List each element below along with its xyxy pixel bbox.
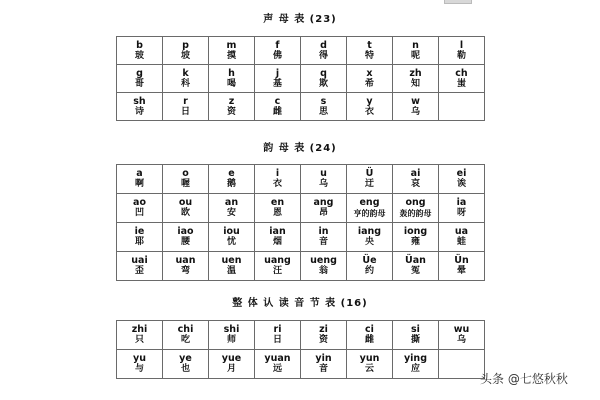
table-cell: [393, 194, 439, 223]
pinyin-label: zhi: [131, 324, 148, 335]
table-cell: [117, 194, 163, 223]
pinyin-label: chi: [177, 324, 194, 335]
table-cell: [163, 252, 209, 281]
hanzi-label: 吃: [180, 335, 190, 345]
pinyin-label: wu: [453, 324, 470, 335]
initials-table: [116, 36, 485, 121]
pinyin-label: w: [411, 95, 420, 107]
hanzi-label: 喝: [226, 78, 236, 89]
hanzi-label: 音: [318, 237, 328, 247]
pinyin-label: uen: [221, 255, 242, 266]
table-cell: [301, 37, 347, 65]
table-cell: [301, 321, 347, 350]
watermark-text: 头条 @七悠秋秋: [480, 372, 568, 386]
pinyin-label: j: [275, 67, 280, 79]
pinyin-label: iang: [357, 226, 382, 237]
pinyin-label: ye: [179, 353, 192, 364]
table-cell: [209, 252, 255, 281]
table-cell: [393, 65, 439, 93]
pinyin-label: ch: [455, 67, 468, 79]
pinyin-label: z: [228, 95, 235, 107]
hanzi-label: 特: [364, 50, 374, 61]
hanzi-label: 音: [318, 364, 328, 374]
hanzi-label: 安: [226, 208, 236, 218]
table-row: [117, 321, 485, 350]
pinyin-label: t: [367, 39, 372, 51]
table-cell: [393, 165, 439, 194]
pinyin-label: Üe: [362, 255, 377, 266]
pinyin-label: iao: [177, 226, 194, 237]
table-cell: [117, 37, 163, 65]
table-cell: [393, 223, 439, 252]
table-cell: [439, 194, 485, 223]
pinyin-label: ueng: [310, 255, 337, 266]
pinyin-label: p: [182, 39, 189, 51]
hanzi-label: 知: [410, 78, 420, 89]
table-cell: [439, 252, 485, 281]
pinyin-label: f: [275, 39, 280, 51]
initials-title: 声 母 表 (23): [263, 14, 337, 25]
pinyin-label: ao: [133, 197, 146, 208]
pinyin-label: ong: [405, 197, 426, 208]
hanzi-label: 玻: [134, 50, 144, 61]
pinyin-label: ying: [403, 353, 427, 364]
pinyin-label: yu: [133, 353, 146, 364]
pinyin-label: ian: [269, 226, 286, 237]
table-cell: [255, 65, 301, 93]
table-cell: [301, 252, 347, 281]
hanzi-label: 衣: [272, 179, 282, 189]
table-cell: [209, 350, 255, 379]
hanzi-label: 呢: [410, 50, 420, 61]
pinyin-label: yue: [221, 353, 242, 364]
hanzi-label: 弯: [180, 266, 190, 276]
hanzi-label: 央: [364, 237, 374, 247]
pinyin-label: shi: [223, 324, 240, 335]
top-scroll-indicator: [444, 0, 472, 4]
hanzi-label: 凹: [134, 208, 144, 218]
table-row: [117, 165, 485, 194]
table-cell: [209, 321, 255, 350]
hanzi-label: 诶: [456, 179, 466, 189]
table-cell: [117, 165, 163, 194]
table-cell: [439, 93, 485, 121]
pinyin-label: ang: [313, 197, 334, 208]
table-cell: [163, 65, 209, 93]
pinyin-label: c: [274, 95, 281, 107]
table-cell: [163, 350, 209, 379]
table-cell: [439, 165, 485, 194]
pinyin-label: zh: [409, 67, 422, 79]
table-row: [117, 37, 485, 65]
table-cell: [347, 194, 393, 223]
table-cell: [301, 194, 347, 223]
hanzi-label: 月: [226, 364, 236, 374]
hanzi-label: 蛙: [456, 237, 466, 247]
hanzi-label: 坡: [180, 50, 190, 61]
table-cell: [209, 37, 255, 65]
whole-syllables-title: 整 体 认 读 音 节 表 (16): [232, 298, 368, 309]
table-cell: [163, 321, 209, 350]
table-cell: [117, 252, 163, 281]
table-cell: [347, 223, 393, 252]
table-cell: [163, 37, 209, 65]
hanzi-label: 与: [134, 364, 144, 374]
pinyin-label: uang: [264, 255, 291, 266]
hanzi-label: 师: [226, 335, 236, 345]
table-row: [117, 223, 485, 252]
table-cell: [163, 93, 209, 121]
table-cell: [301, 223, 347, 252]
table-cell: [301, 165, 347, 194]
hanzi-label: 撕: [410, 335, 420, 345]
table-row: [117, 350, 485, 379]
table-cell: [255, 93, 301, 121]
hanzi-label: 希: [364, 78, 374, 89]
hanzi-label: 雌: [272, 106, 282, 117]
hanzi-label: 腰: [180, 237, 190, 247]
table-cell: [393, 252, 439, 281]
table-cell: [393, 350, 439, 379]
pinyin-label: uai: [131, 255, 148, 266]
hanzi-label: 远: [272, 364, 282, 374]
table-cell: [209, 65, 255, 93]
pinyin-label: zi: [319, 324, 328, 335]
pinyin-label: Ün: [454, 255, 469, 266]
hanzi-label: 摸: [226, 50, 236, 61]
hanzi-label: 资: [226, 106, 236, 117]
pinyin-label: u: [320, 168, 327, 179]
pinyin-label: h: [228, 67, 235, 79]
hanzi-label: 诗: [134, 106, 144, 117]
pinyin-label: ie: [134, 226, 145, 237]
pinyin-label: x: [366, 67, 373, 79]
pinyin-label: ei: [456, 168, 467, 179]
table-cell: [209, 165, 255, 194]
table-cell: [163, 165, 209, 194]
hanzi-label: 烟: [272, 237, 282, 247]
table-cell: [439, 223, 485, 252]
pinyin-label: si: [411, 324, 420, 335]
table-cell: [255, 223, 301, 252]
pinyin-label: yun: [359, 353, 380, 364]
hanzi-label: 云: [364, 364, 374, 374]
hanzi-label: 雍: [410, 237, 420, 247]
hanzi-label: 乌: [410, 106, 420, 117]
table-cell: [393, 321, 439, 350]
pinyin-label: en: [270, 197, 285, 208]
table-cell: [347, 37, 393, 65]
table-row: [117, 252, 485, 281]
table-cell: [347, 93, 393, 121]
hanzi-label: 日: [272, 335, 282, 345]
table-row: [117, 93, 485, 121]
pinyin-label: iong: [403, 226, 428, 237]
table-cell: [347, 252, 393, 281]
hanzi-label: 哥: [134, 78, 144, 89]
pinyin-label: m: [226, 39, 237, 51]
hanzi-label: 冤: [410, 266, 420, 276]
hanzi-label: 只: [134, 335, 144, 345]
pinyin-label: r: [183, 95, 188, 107]
hanzi-label: 得: [318, 50, 328, 61]
hanzi-label: 哀: [410, 179, 420, 189]
pinyin-label: eng: [359, 197, 380, 208]
pinyin-label: an: [224, 197, 239, 208]
hanzi-label: 基: [272, 78, 282, 89]
table-cell: [117, 223, 163, 252]
table-cell: [301, 350, 347, 379]
table-cell: [393, 37, 439, 65]
pinyin-label: d: [320, 39, 327, 51]
hanzi-label: 昂: [318, 208, 328, 218]
pinyin-label: l: [459, 39, 464, 51]
hanzi-label: 衣: [364, 106, 374, 117]
hanzi-label: 汪: [272, 266, 282, 276]
table-cell: [209, 93, 255, 121]
hanzi-label: 蚩: [456, 78, 466, 89]
hanzi-label: 歪: [134, 266, 144, 276]
hanzi-label: 啊: [134, 179, 144, 189]
hanzi-label: 喔: [180, 179, 190, 189]
table-cell: [347, 350, 393, 379]
table-cell: [393, 93, 439, 121]
table-cell: [163, 223, 209, 252]
hanzi-label: 佛: [272, 50, 282, 61]
pinyin-label: ou: [178, 197, 193, 208]
hanzi-label: 约: [364, 266, 374, 276]
table-cell: [255, 194, 301, 223]
hanzi-label: 翁: [318, 266, 328, 276]
pinyin-label: n: [412, 39, 419, 51]
table-cell: [255, 37, 301, 65]
pinyin-label: ri: [273, 324, 282, 335]
pinyin-label: b: [136, 39, 143, 51]
hanzi-label: 欧: [180, 208, 190, 218]
table-row: [117, 194, 485, 223]
hanzi-label: 思: [318, 106, 328, 117]
table-cell: [439, 37, 485, 65]
finals-title: 韵 母 表 (24): [263, 143, 337, 154]
table-cell: [209, 223, 255, 252]
pinyin-label: yuan: [264, 353, 291, 364]
table-cell: [439, 321, 485, 350]
hanzi-label: 日: [180, 106, 190, 117]
pinyin-label: ci: [365, 324, 374, 335]
table-cell: [117, 93, 163, 121]
table-cell: [117, 65, 163, 93]
hanzi-label: 资: [318, 335, 328, 345]
hanzi-label: 忧: [226, 237, 236, 247]
hanzi-label: 鹅: [226, 179, 236, 189]
pinyin-label: k: [182, 67, 189, 79]
pinyin-label: s: [320, 95, 327, 107]
hanzi-label: 耶: [134, 237, 144, 247]
hanzi-label: 迂: [364, 179, 374, 189]
table-row: [117, 65, 485, 93]
pinyin-label: ua: [454, 226, 469, 237]
table-cell: [255, 252, 301, 281]
table-cell: [301, 65, 347, 93]
table-cell: [347, 65, 393, 93]
pinyin-label: ai: [410, 168, 421, 179]
pinyin-label: iou: [223, 226, 240, 237]
pinyin-label: a: [136, 168, 143, 179]
table-cell: [255, 321, 301, 350]
pinyin-label: uan: [175, 255, 196, 266]
finals-table: [116, 164, 485, 281]
table-cell: [117, 350, 163, 379]
table-cell: [163, 194, 209, 223]
whole-syllables-table: [116, 320, 485, 379]
hanzi-label: 亨的韵母: [353, 209, 386, 218]
table-cell: [347, 321, 393, 350]
pinyin-label: o: [182, 168, 189, 179]
pinyin-label: g: [136, 67, 143, 79]
hanzi-label: 轰的韵母: [399, 209, 432, 218]
hanzi-label: 雌: [364, 335, 374, 345]
hanzi-label: 也: [180, 364, 190, 374]
hanzi-label: 应: [410, 364, 420, 374]
table-cell: [439, 350, 485, 379]
pinyin-label: Ü: [365, 168, 374, 179]
hanzi-label: 晕: [456, 266, 466, 276]
table-cell: [439, 65, 485, 93]
hanzi-label: 恩: [272, 208, 282, 218]
pinyin-label: e: [228, 168, 235, 179]
pinyin-label: in: [318, 226, 329, 237]
table-cell: [209, 194, 255, 223]
pinyin-label: q: [320, 67, 327, 79]
hanzi-label: 勒: [456, 50, 466, 61]
pinyin-label: ia: [456, 197, 467, 208]
pinyin-label: sh: [133, 95, 146, 107]
pinyin-label: yin: [315, 353, 332, 364]
table-cell: [301, 93, 347, 121]
hanzi-label: 乌: [318, 179, 328, 189]
hanzi-label: 乌: [456, 335, 466, 345]
table-cell: [255, 350, 301, 379]
table-cell: [255, 165, 301, 194]
hanzi-label: 科: [180, 78, 190, 89]
hanzi-label: 温: [226, 266, 236, 276]
pinyin-label: y: [366, 95, 373, 107]
pinyin-label: i: [275, 168, 280, 179]
table-cell: [347, 165, 393, 194]
hanzi-label: 欺: [318, 78, 328, 89]
table-cell: [117, 321, 163, 350]
pinyin-label: Üan: [405, 255, 426, 266]
hanzi-label: 呀: [456, 208, 466, 218]
